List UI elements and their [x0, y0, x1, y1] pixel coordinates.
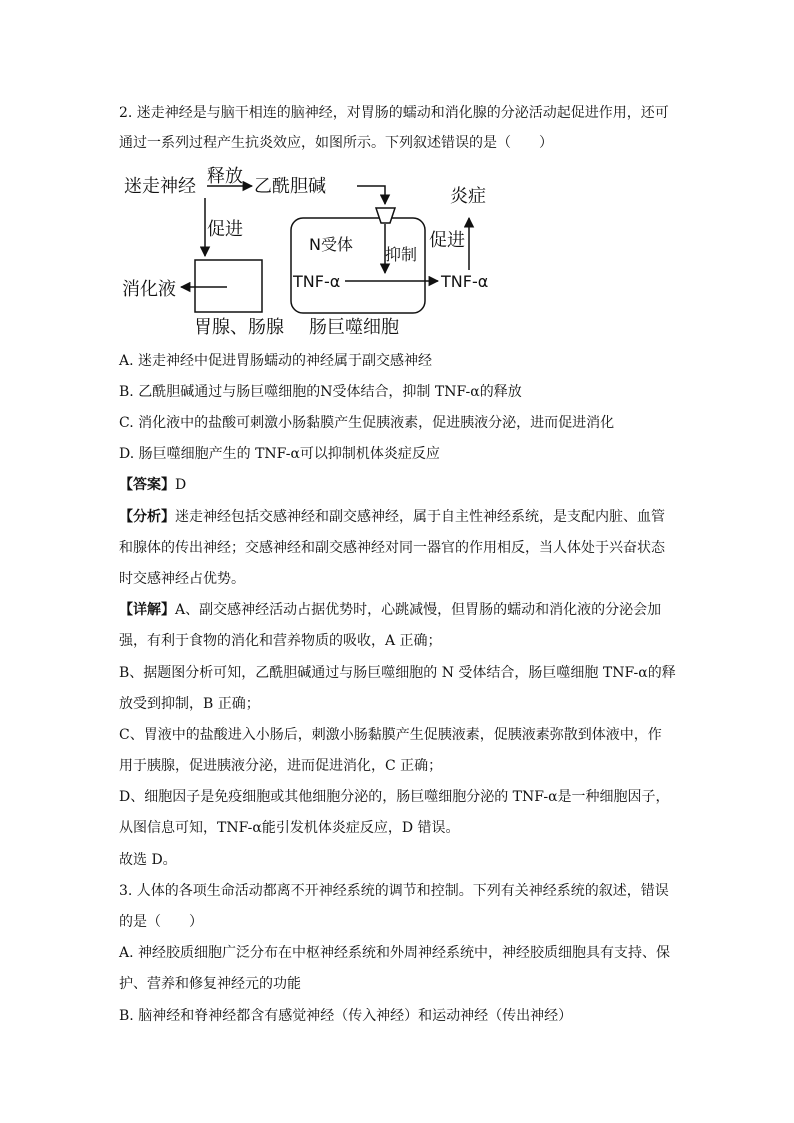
- q2-detail-line-7: D、细胞因子是免疫细胞或其他细胞分泌的，肠巨噬细胞分泌的 TNF-α是一种细胞因子，: [119, 789, 670, 805]
- analysis-tag: 【分析】: [119, 509, 175, 525]
- q2-detail-line-8: 从图信息可知，TNF-α能引发机体炎症反应，D 错误。: [119, 820, 460, 836]
- label-promote-2: 促进: [429, 230, 465, 251]
- analysis-text-1: 迷走神经包括交感神经和副交感神经，属于自主性神经系统，是支配内脏、血管: [175, 509, 665, 525]
- q2-stem-line-1: 2. 迷走神经是与脑干相连的脑神经，对胃肠的蠕动和消化腺的分泌活动起促进作用，还可: [119, 105, 669, 121]
- q2-detail-line-1: [119, 600, 679, 620]
- label-inhibit: 抑制: [385, 245, 418, 264]
- q2-option-a: A. 迷走神经中促进胃肠蠕动的神经属于副交感神经: [119, 353, 433, 369]
- label-tnf-released: TNF-α: [441, 272, 489, 291]
- answer-tag: 【答案】: [119, 477, 175, 493]
- q2-stem-line-2: 通过一系列过程产生抗炎效应，如图所示。下列叙述错误的是（ ）: [119, 135, 553, 151]
- q2-detail-line-3: B、据题图分析可知，乙酰胆碱通过与肠巨噬细胞的 N 受体结合，肠巨噬细胞 TNF-α的释: [119, 665, 676, 681]
- vagus-nerve-diagram: [119, 160, 519, 345]
- q2-option-b: B. 乙酰胆碱通过与肠巨噬细胞的N受体结合，抑制 TNF-α的释放: [119, 384, 522, 400]
- label-n-receptor: N受体: [309, 235, 353, 254]
- label-acetylcholine: 乙酰胆碱: [254, 176, 326, 197]
- label-inflammation: 炎症: [450, 186, 486, 207]
- q3-option-b: B. 脑神经和脊神经都含有感觉神经（传入神经）和运动神经（传出神经）: [119, 1008, 573, 1024]
- q3-option-a-line-1: A. 神经胶质细胞广泛分布在中枢神经系统和外周神经系统中，神经胶质细胞具有支持、保: [119, 945, 671, 961]
- q2-analysis-line-1: [119, 507, 679, 527]
- label-tnf-inside: TNF-α: [293, 272, 341, 291]
- q3-stem-line-1: 3. 人体的各项生命活动都离不开神经系统的调节和控制。下列有关神经系统的叙述，错误: [119, 883, 669, 899]
- q2-answer-line: [119, 475, 679, 495]
- q2-option-d: D. 肠巨噬细胞产生的 TNF-α可以抑制机体炎症反应: [119, 446, 440, 462]
- arrow-ach-to-receptor: [357, 186, 385, 204]
- q2-detail-line-5: C、胃液中的盐酸进入小肠后，刺激小肠黏膜产生促胰液素，促胰液素弥散到体液中，作: [119, 727, 662, 743]
- q2-detail-line-2: 强，有利于食物的消化和营养物质的吸收，A 正确；: [119, 633, 442, 649]
- gland-box: [195, 260, 262, 312]
- q2-detail-line-4: 放受到抑制，B 正确；: [119, 696, 260, 712]
- q2-analysis-line-2: 和腺体的传出神经；交感神经和副交感神经对同一器官的作用相反，当人体处于兴奋状态: [119, 540, 665, 556]
- n-receptor-shape: [376, 208, 395, 223]
- answer-value: D: [175, 477, 187, 493]
- label-gastric-intestinal-glands: 胃腺、肠腺: [194, 317, 284, 338]
- label-promote-1: 促进: [207, 219, 243, 240]
- q2-conclusion: 故选 D。: [119, 852, 177, 868]
- detail-tag: 【详解】: [119, 602, 175, 618]
- q2-analysis-line-3: 时交感神经占优势。: [119, 571, 245, 587]
- q3-stem-line-2: 的是（ ）: [119, 914, 203, 930]
- q3-option-a-line-2: 护、营养和修复神经元的功能: [119, 976, 301, 992]
- detail-text-1: A、副交感神经活动占据优势时，心跳减慢，但胃肠的蠕动和消化液的分泌会加: [175, 602, 662, 618]
- macrophage-box: [291, 218, 425, 313]
- label-intestinal-macrophage: 肠巨噬细胞: [309, 317, 399, 338]
- label-release: 释放: [207, 166, 243, 187]
- q2-option-c: C. 消化液中的盐酸可刺激小肠黏膜产生促胰液素，促进胰液分泌，进而促进消化: [119, 415, 615, 431]
- label-digestive-juice: 消化液: [122, 279, 176, 300]
- q2-detail-line-6: 用于胰腺，促进胰液分泌，进而促进消化，C 正确；: [119, 758, 443, 774]
- label-vagus-nerve: 迷走神经: [124, 176, 196, 197]
